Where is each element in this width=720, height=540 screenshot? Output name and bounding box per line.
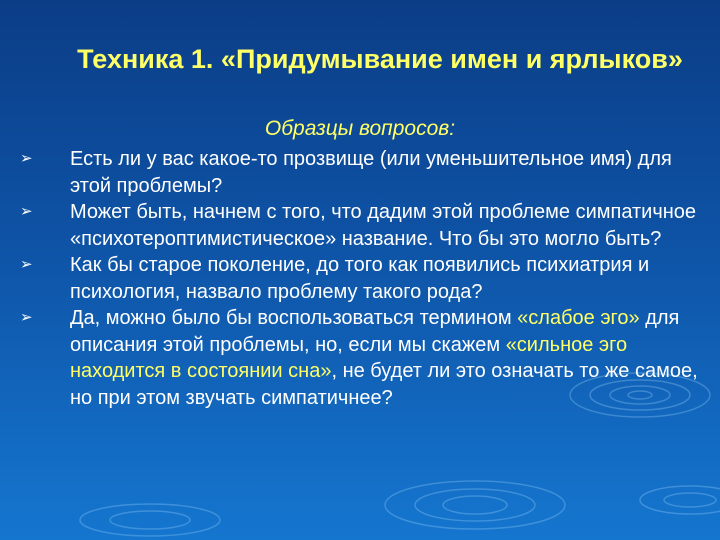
bullet-item: [20, 252, 710, 305]
bullet-text: Есть ли у вас какое-то прозвище (или уменьшительное имя) для этой проблемы?: [70, 148, 672, 197]
bullet-text: [70, 307, 698, 409]
bullet-item: [20, 305, 710, 411]
highlighted-term: «сильное эго находится в состоянии сна»: [70, 333, 628, 382]
arrow-bullet-icon: ➢: [20, 309, 33, 326]
bullet-list: [20, 146, 710, 411]
bullet-item: [20, 199, 710, 252]
slide-title: Техника 1. «Придумывание имен и ярлыков»: [77, 44, 683, 74]
arrow-bullet-icon: ➢: [20, 150, 33, 167]
subtitle: Образцы вопросов:: [264, 117, 456, 140]
highlighted-term: «слабое эго»: [517, 307, 640, 329]
bullet-text-part: для описания этой проблемы, но, если мы скажем: [70, 307, 680, 356]
bullet-text: Может быть, начнем с того, что дадим этой проблеме симпатичное «психотероптимистическое» название. Что бы это могло быть?: [70, 201, 697, 250]
arrow-bullet-icon: ➢: [20, 256, 33, 273]
bullet-text-part: Да, можно было бы воспользоваться термином: [70, 307, 518, 329]
bullet-item: [20, 146, 710, 199]
bullet-text-part: , не будет ли это означать то же самое, но при этом звучать симпатичнее?: [70, 360, 698, 409]
arrow-bullet-icon: ➢: [20, 203, 33, 220]
bullet-text: Как бы старое поколение, до того как появились психиатрия и психология, назвало проблему такого рода?: [70, 254, 650, 303]
